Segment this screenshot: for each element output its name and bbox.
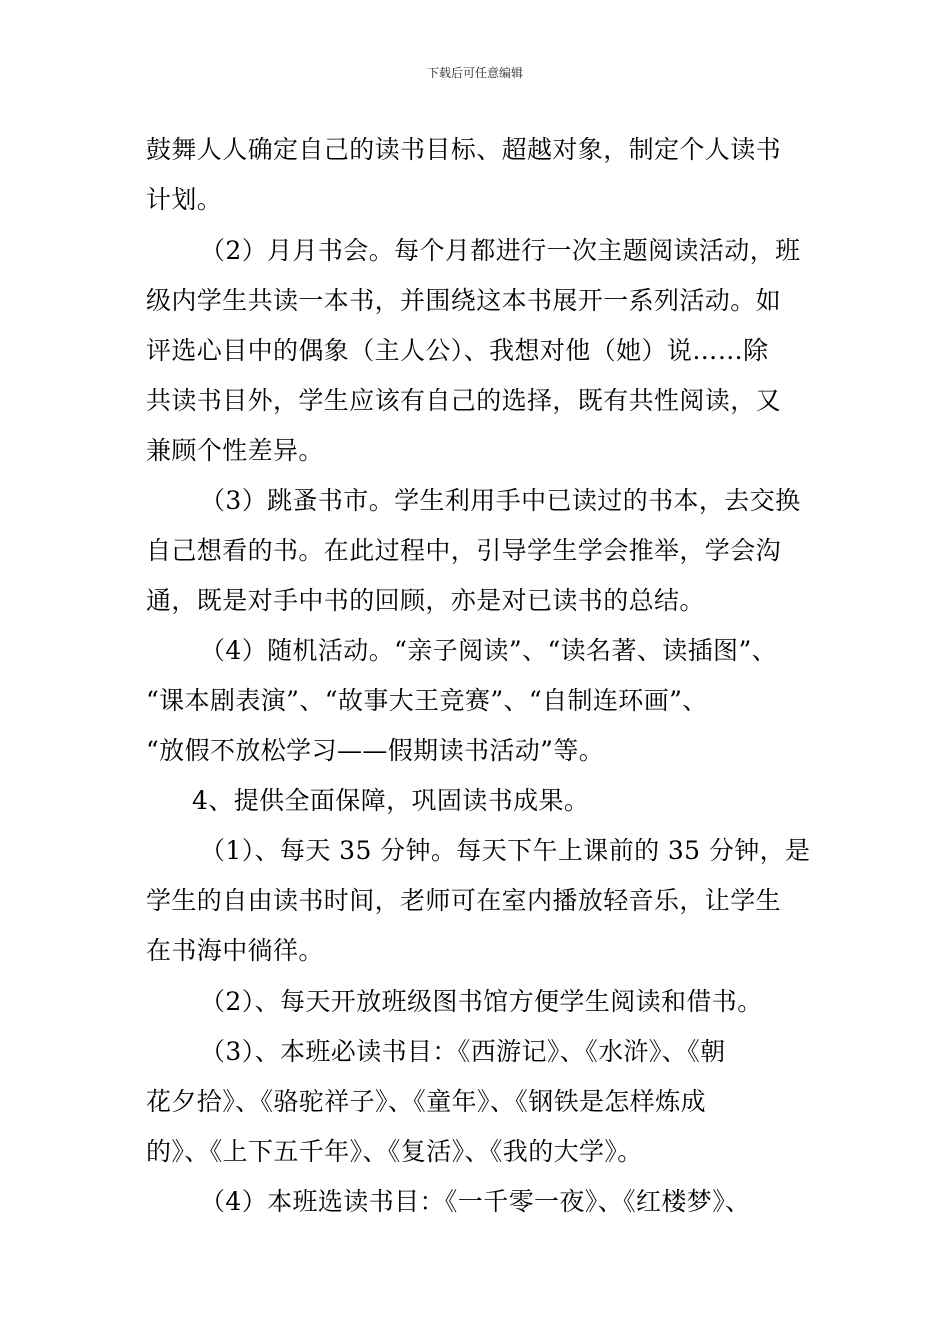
text-line: 学生的自由读书时间，老师可在室内播放轻音乐，让学生 (146, 886, 782, 915)
text-line: 在书海中徜徉。 (146, 936, 324, 965)
text-line: 评选心目中的偶象（主人公）、我想对他（她）说……除 (146, 336, 769, 365)
text-line: 共读书目外，学生应该有自己的选择，既有共性阅读，又 (146, 386, 782, 415)
text-line: （4）本班选读书目：《一千零一夜》、《红楼梦》、 (200, 1187, 751, 1216)
text-line: 4、提供全面保障，巩固读书成果。 (192, 786, 590, 815)
page-header: 下载后可任意编辑 (426, 66, 523, 80)
text-line: 级内学生共读一本书，并围绕这本书展开一系列活动。如 (146, 286, 782, 315)
text-line: 鼓舞人人确定自己的读书目标、超越对象，制定个人读书 (146, 135, 782, 164)
text-line: 自己想看的书。在此过程中，引导学生学会推举，学会沟 (146, 536, 782, 565)
text-line: 花夕拾》、《骆驼祥子》、《童年》、《钢铁是怎样炼成 (146, 1087, 707, 1116)
text-line: （1）、每天 35 分钟。每天下午上课前的 35 分钟，是 (200, 836, 811, 865)
text-line: 兼顾个性差异。 (146, 436, 324, 465)
text-line: （3）跳蚤书市。学生利用手中已读过的书本，去交换 (200, 486, 801, 515)
text-line: （3）、本班必读书目：《西游记》、《水浒》、《朝 (200, 1037, 726, 1066)
text-line: “放假不放松学习——假期读书活动”等。 (146, 736, 605, 765)
text-line: （4）随机活动。“亲子阅读”、“读名著、读插图”、 (200, 636, 778, 665)
text-line: （2）、每天开放班级图书馆方便学生阅读和借书。 (200, 987, 763, 1016)
text-line: 计划。 (146, 185, 223, 214)
text-line: （2）月月书会。每个月都进行一次主题阅读活动，班 (200, 236, 801, 265)
text-line: 的》、《上下五千年》、《复活》、《我的大学》。 (146, 1137, 643, 1166)
text-line: 通，既是对手中书的回顾，亦是对已读书的总结。 (146, 586, 705, 615)
text-line: “课本剧表演”、“故事大王竞赛”、“自制连环画”、 (146, 686, 708, 715)
